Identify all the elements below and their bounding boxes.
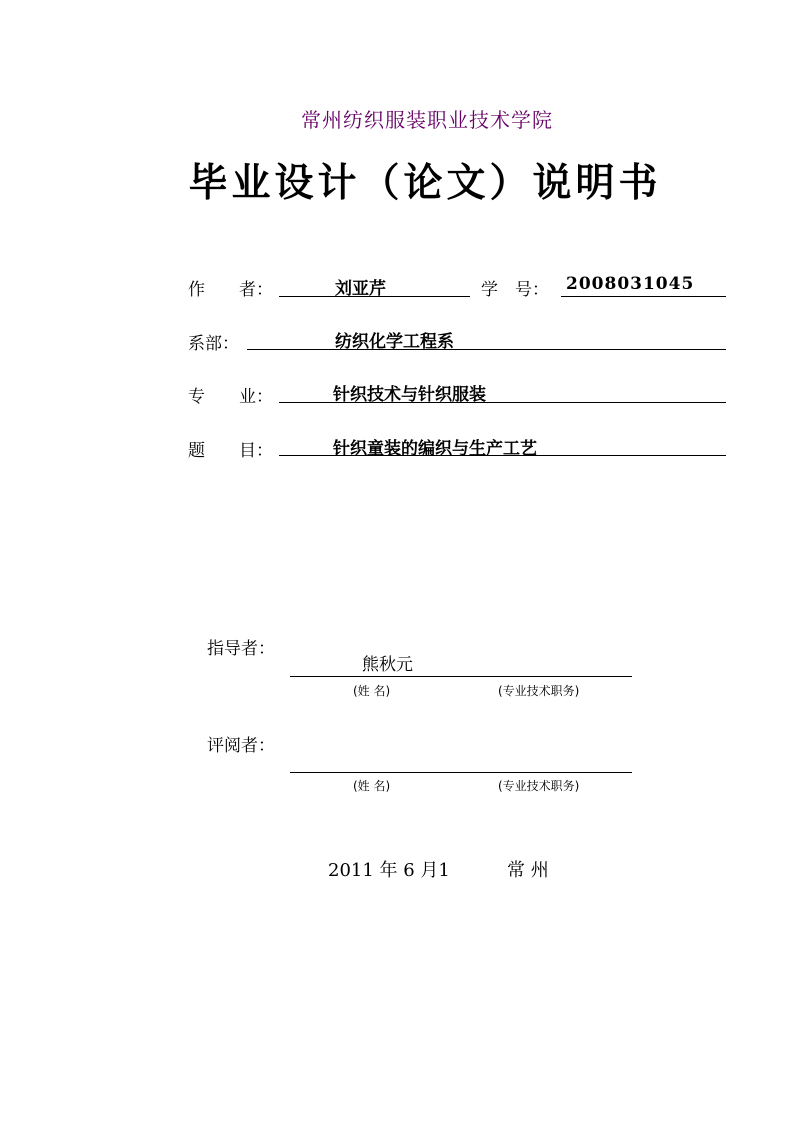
author-value: 刘亚芹 [335, 279, 386, 299]
student-no-value: 2008031045 [566, 274, 695, 294]
major-value: 针织技术与针织服装 [333, 385, 486, 405]
reviewer-name-caption: (姓 名) [353, 779, 391, 793]
student-no-underline [561, 296, 726, 297]
date-text: 2011 年 6 月1 [328, 860, 450, 881]
reviewer-underline [290, 772, 632, 773]
document-title: 毕业设计（论文）说明书 [188, 160, 662, 206]
advisor-underline [290, 676, 632, 677]
major-underline [279, 402, 726, 403]
topic-underline [279, 455, 726, 456]
advisor-label: 指导者： [207, 639, 275, 659]
school-name: 常州纺织服装职业技术学院 [301, 108, 553, 132]
department-value: 纺织化学工程系 [335, 332, 454, 352]
advisor-name: 熊秋元 [362, 655, 413, 675]
author-label: 作 者： [188, 280, 273, 300]
advisor-name-caption: (姓 名) [353, 684, 391, 698]
advisor-title-caption: (专业技术职务) [498, 684, 580, 698]
topic-label: 题 目： [188, 441, 273, 461]
reviewer-label: 评阅者： [207, 736, 275, 756]
department-label: 系部： [188, 334, 239, 354]
topic-value: 针织童装的编织与生产工艺 [333, 439, 537, 459]
major-label: 专 业： [188, 387, 273, 407]
department-underline [247, 349, 726, 350]
student-no-label: 学 号： [481, 280, 549, 300]
author-underline [279, 296, 470, 297]
reviewer-title-caption: (专业技术职务) [498, 779, 580, 793]
city-text: 常 州 [507, 860, 549, 881]
